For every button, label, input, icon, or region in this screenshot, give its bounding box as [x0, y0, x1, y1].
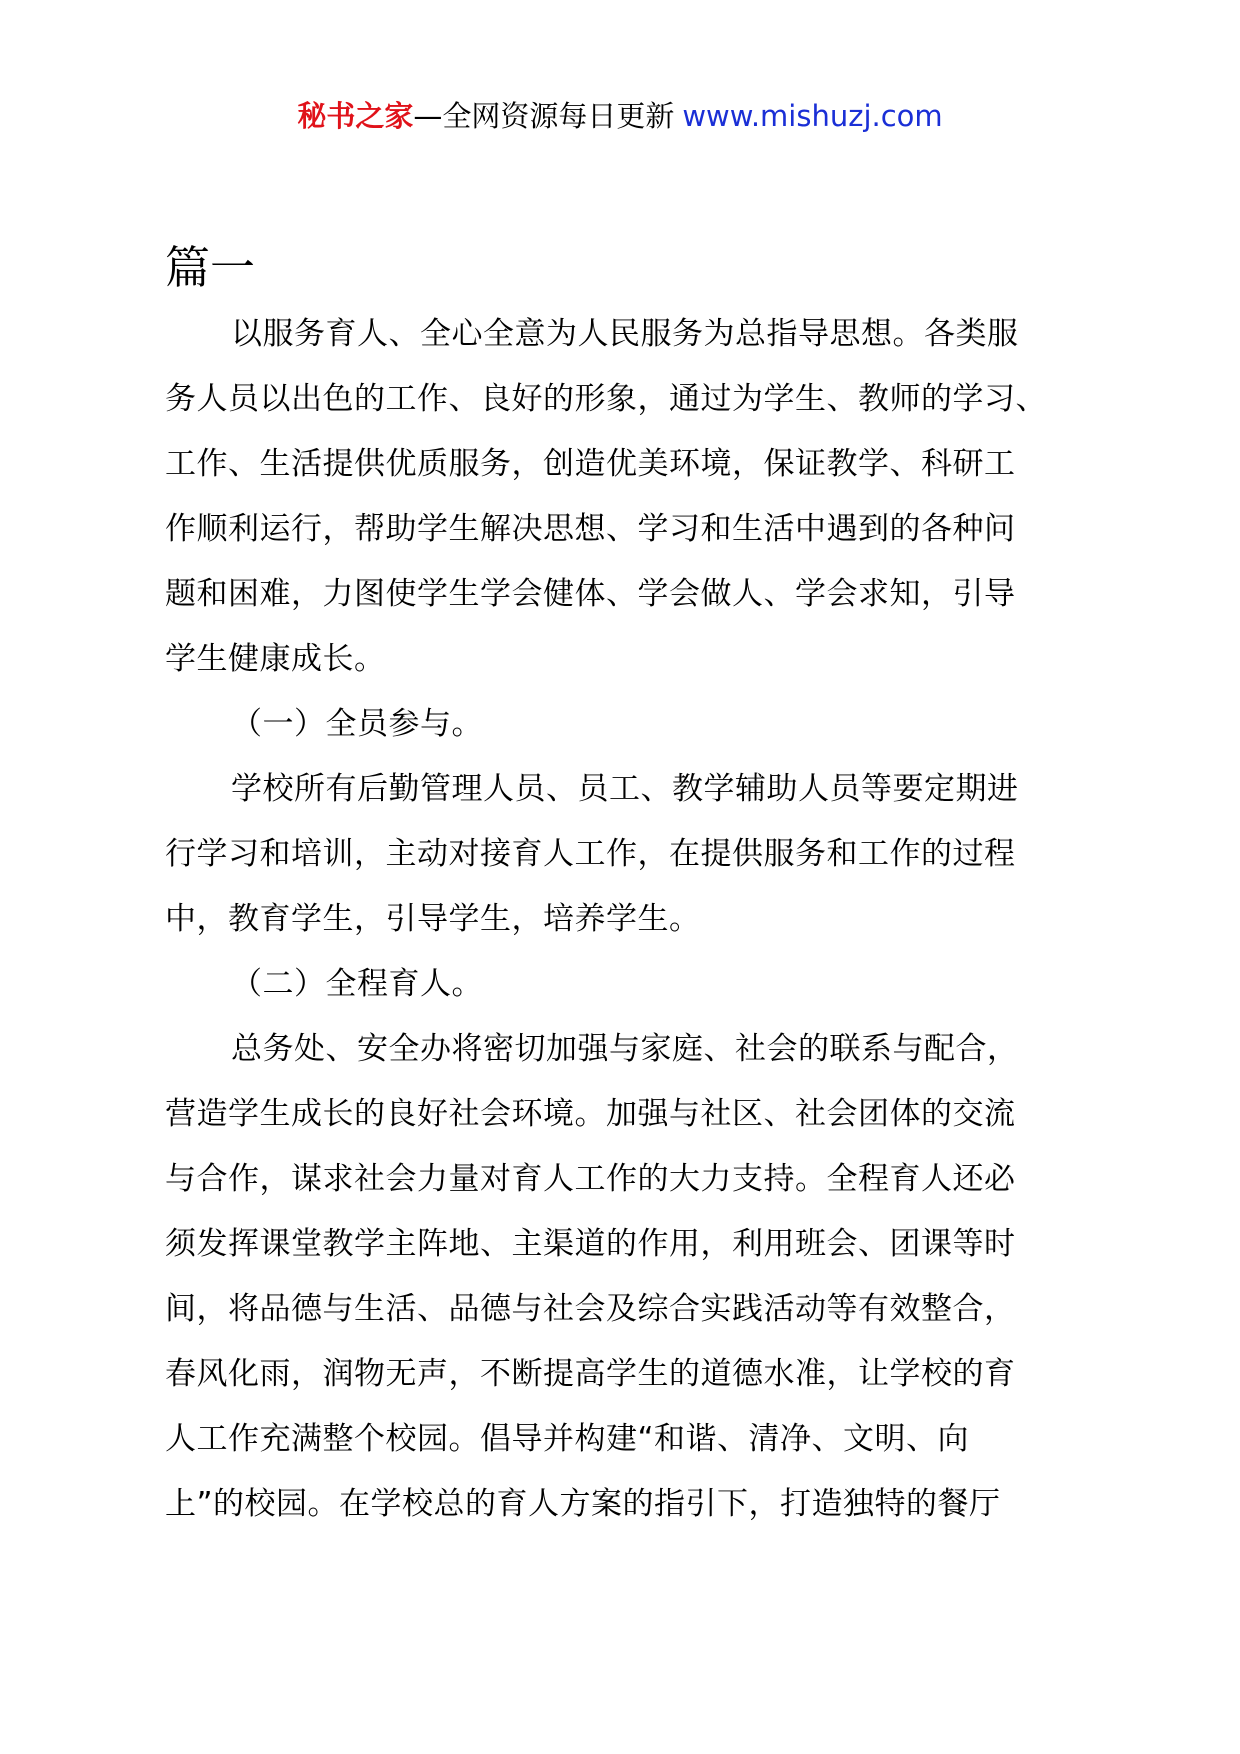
- subsection-heading: （一）全员参与。: [231, 706, 483, 742]
- paragraph-line: 上”的校园。在学校总的育人方案的指引下，打造独特的餐厅: [165, 1486, 1001, 1522]
- site-url-link[interactable]: www.mishuzj.com: [682, 99, 943, 133]
- brand-name: 秘书之家: [297, 99, 414, 133]
- paragraph-line: 行学习和培训，主动对接育人工作，在提供服务和工作的过程: [165, 836, 1016, 872]
- paragraph-line: 以服务育人、全心全意为人民服务为总指导思想。各类服: [231, 316, 1019, 352]
- paragraph-line: 与合作，谋求社会力量对育人工作的大力支持。全程育人还必: [165, 1161, 1016, 1197]
- paragraph-line: 春风化雨，润物无声，不断提高学生的道德水准，让学校的育: [165, 1356, 1016, 1392]
- paragraph-line: 须发挥课堂教学主阵地、主渠道的作用，利用班会、团课等时: [165, 1226, 1016, 1262]
- paragraph-line: 学校所有后勤管理人员、员工、教学辅助人员等要定期进: [231, 771, 1019, 807]
- paragraph-line: 营造学生成长的良好社会环境。加强与社区、社会团体的交流: [165, 1096, 1016, 1132]
- document-body: [165, 302, 1085, 1537]
- paragraph-line: 人工作充满整个校园。倡导并构建“和谐、清净、文明、向: [165, 1421, 970, 1457]
- paragraph-line: 间，将品德与生活、品德与社会及综合实践活动等有效整合，: [165, 1291, 1016, 1327]
- subsection-heading: （二）全程育人。: [231, 966, 483, 1002]
- site-header: [0, 96, 1240, 136]
- header-tagline: —全网资源每日更新: [413, 99, 675, 133]
- paragraph-line: 中，教育学生，引导学生，培养学生。: [165, 901, 701, 937]
- paragraph-line: 学生健康成长。: [165, 641, 386, 677]
- paragraph-line: 题和困难，力图使学生学会健体、学会做人、学会求知，引导: [165, 576, 1016, 612]
- paragraph-line: 工作、生活提供优质服务，创造优美环境，保证教学、科研工: [165, 446, 1016, 482]
- paragraph-line: 总务处、安全办将密切加强与家庭、社会的联系与配合，: [231, 1031, 1019, 1067]
- section-heading: 篇一: [165, 241, 256, 294]
- paragraph-line: 作顺利运行，帮助学生解决思想、学习和生活中遇到的各种问: [165, 511, 1016, 547]
- paragraph-line: 务人员以出色的工作、良好的形象，通过为学生、教师的学习、: [165, 381, 1047, 417]
